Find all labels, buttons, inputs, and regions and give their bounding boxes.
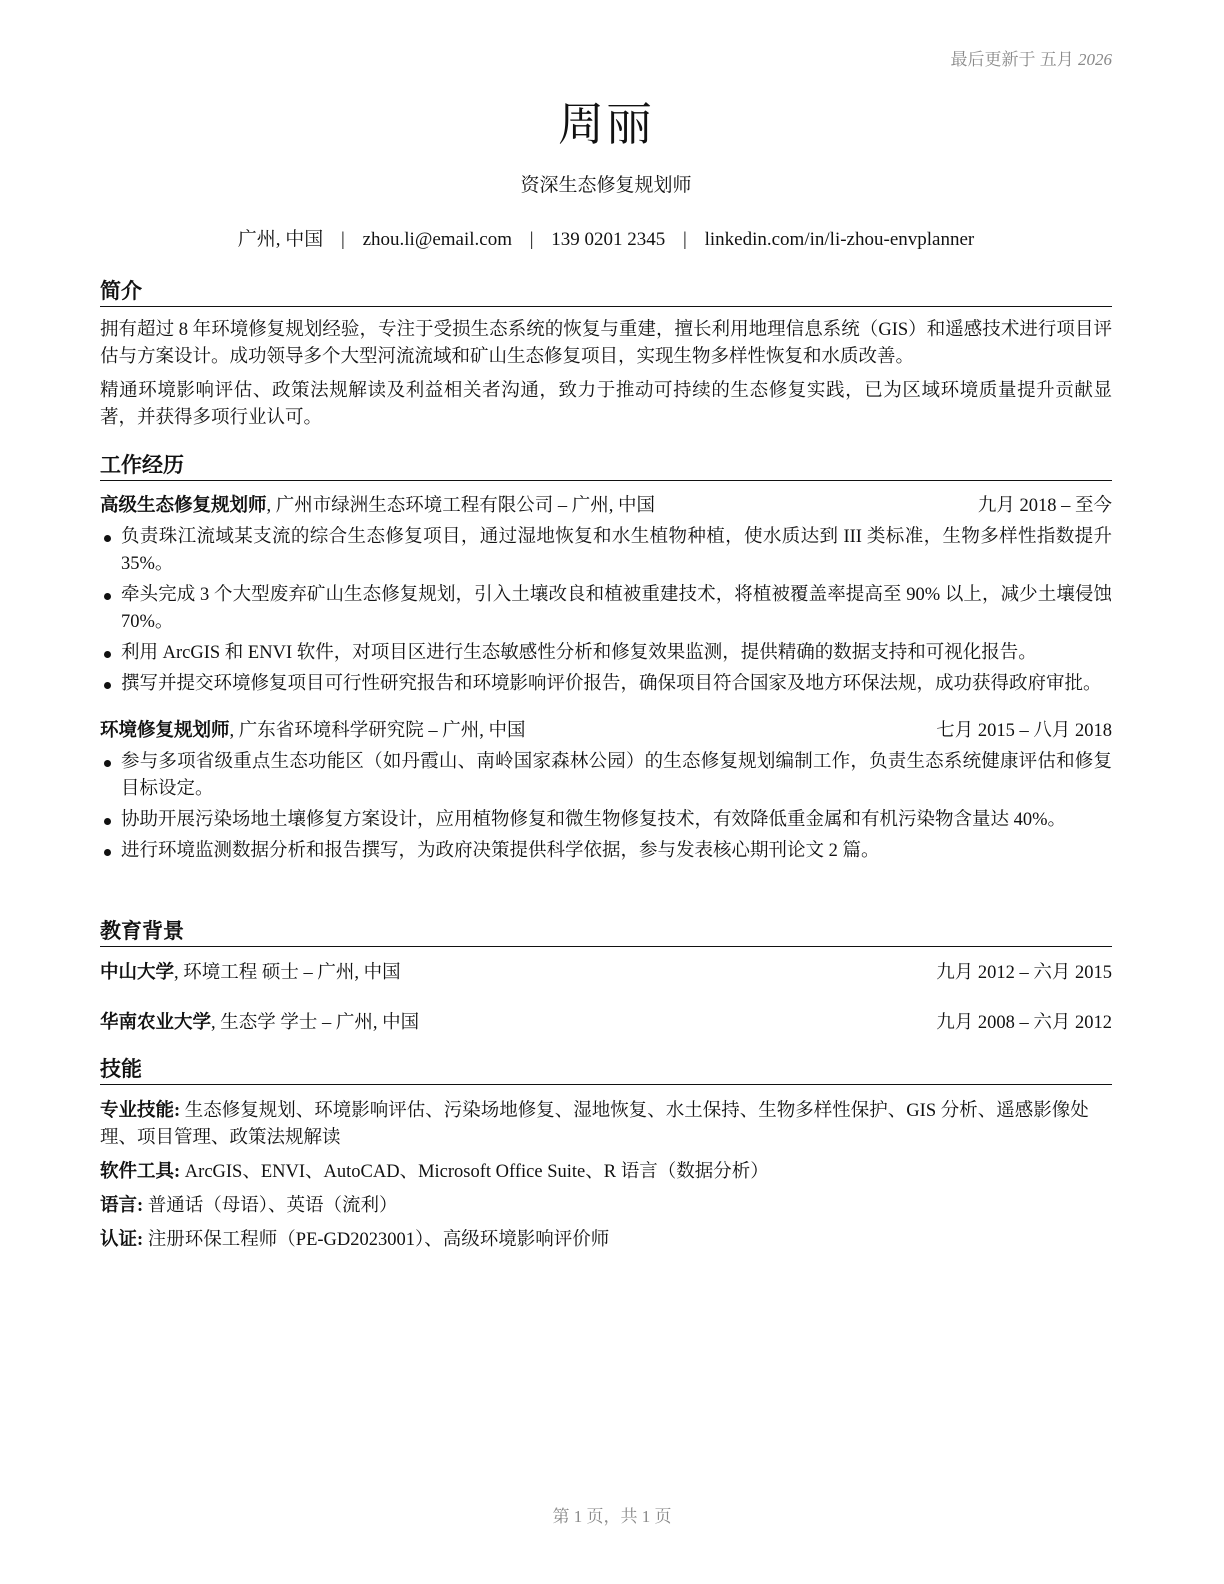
summary-paragraph: 拥有超过 8 年环境修复规划经验，专注于受损生态系统的恢复与重建，擅长利用地理信息系统（GIS）和遥感技术进行项目评估与方案设计。成功领导多个大型河流流域和矿山生态修复项目，实现生物多样性恢复和水质改善。 xyxy=(100,320,1112,367)
list-item: 利用 ArcGIS 和 ENVI 软件，对项目区进行生态敏感性分析和修复效果监测，提供精确的数据支持和可视化报告。 xyxy=(100,640,1112,667)
list-item: 牵头完成 3 个大型废弃矿山生态修复规划，引入土壤改良和植被重建技术，将植被覆盖率提高至 90% 以上，减少土壤侵蚀 70%。 xyxy=(100,582,1112,636)
skill-row xyxy=(100,1193,1112,1220)
last-updated-label: 最后更新于 五月 xyxy=(950,50,1074,69)
contact-separator: | xyxy=(529,229,534,250)
skills-section xyxy=(100,1056,1112,1261)
section-heading-skills: 技能 xyxy=(100,1056,1112,1085)
skill-value: 生态修复规划、环境影响评估、污染场地修复、湿地恢复、水土保持、生物多样性保护、GIS 分析、遥感影像处理、项目管理、政策法规解读 xyxy=(100,1101,1089,1148)
skill-value: 注册环保工程师（PE-GD2023001）、高级环境影响评价师 xyxy=(143,1230,610,1250)
contact-separator: | xyxy=(683,229,687,250)
skill-row xyxy=(100,1227,1112,1254)
list-item: 协助开展污染场地土壤修复方案设计，应用植物修复和微生物修复技术，有效降低重金属和有机污染物含量达 40%。 xyxy=(100,807,1112,834)
contact-separator: | xyxy=(341,229,345,250)
list-item: 负责珠江流域某支流的综合生态修复项目，通过湿地恢复和水生植物种植，使水质达到 III 类标准，生物多样性指数提升 35%。 xyxy=(100,524,1112,578)
job-org: , 广东省环境科学研究院 – 广州, 中国 xyxy=(229,721,526,741)
job-entry xyxy=(100,718,1112,865)
skill-label: 专业技能: xyxy=(100,1101,181,1121)
education-school-line xyxy=(100,960,401,987)
job-title-line xyxy=(100,718,526,745)
section-heading-experience: 工作经历 xyxy=(100,452,1112,481)
candidate-role: 资深生态修复规划师 xyxy=(520,175,692,196)
education-school: 华南农业大学 xyxy=(100,1013,212,1033)
job-title-line xyxy=(100,493,655,520)
skill-label: 软件工具: xyxy=(100,1162,181,1182)
contact-location: 广州, 中国 xyxy=(237,229,324,250)
page-number: 第 1 页，共 1 页 xyxy=(552,1507,672,1526)
last-updated xyxy=(951,45,1113,70)
section-heading-summary: 简介 xyxy=(100,278,1112,307)
education-dates: 九月 2012 – 六月 2015 xyxy=(936,963,1112,983)
skill-row xyxy=(100,1098,1112,1152)
skill-value: 普通话（母语）、英语（流利） xyxy=(143,1196,398,1216)
summary-paragraph: 精通环境影响评估、政策法规解读及利益相关者沟通，致力于推动可持续的生态修复实践，已为区域环境质量提升贡献显著，并获得多项行业认可。 xyxy=(100,381,1112,428)
job-bullets xyxy=(100,749,1112,865)
education-section xyxy=(100,918,1112,1037)
job-title: 高级生态修复规划师 xyxy=(100,496,267,516)
education-entry xyxy=(100,1010,1112,1037)
job-header xyxy=(100,493,1112,520)
job-title: 环境修复规划师 xyxy=(100,721,230,741)
skill-value: ArcGIS、ENVI、AutoCAD、Microsoft Office Suite、R 语言（数据分析） xyxy=(180,1162,769,1182)
skill-row xyxy=(100,1159,1112,1186)
job-header xyxy=(100,718,1112,745)
contact-phone[interactable]: 139 0201 2345 xyxy=(551,229,666,250)
education-detail: , 环境工程 硕士 – 广州, 中国 xyxy=(174,963,401,983)
job-org: , 广州市绿洲生态环境工程有限公司 – 广州, 中国 xyxy=(266,496,656,516)
contact-email[interactable]: zhou.li@email.com xyxy=(362,229,512,250)
education-dates: 九月 2008 – 六月 2012 xyxy=(936,1013,1112,1033)
job-dates: 九月 2018 – 至今 xyxy=(977,496,1112,516)
section-heading-education: 教育背景 xyxy=(100,918,1112,947)
contact-line xyxy=(100,224,1112,251)
skill-label: 认证: xyxy=(100,1230,144,1250)
job-dates: 七月 2015 – 八月 2018 xyxy=(936,721,1112,741)
skill-label: 语言: xyxy=(100,1196,144,1216)
contact-linkedin[interactable]: linkedin.com/in/li-zhou-envplanner xyxy=(704,229,975,250)
job-entry xyxy=(100,493,1112,698)
education-detail: , 生态学 学士 – 广州, 中国 xyxy=(211,1013,420,1033)
list-item: 撰写并提交环境修复项目可行性研究报告和环境影响评价报告，确保项目符合国家及地方环保法规，成功获得政府审批。 xyxy=(100,671,1112,698)
summary-section xyxy=(100,278,1112,432)
job-bullets xyxy=(100,524,1112,698)
education-school: 中山大学 xyxy=(100,963,175,983)
candidate-name: 周丽 xyxy=(558,97,654,151)
list-item: 参与多项省级重点生态功能区（如丹霞山、南岭国家森林公园）的生态修复规划编制工作，负责生态系统健康评估和修复目标设定。 xyxy=(100,749,1112,803)
list-item: 进行环境监测数据分析和报告撰写，为政府决策提供科学依据，参与发表核心期刊论文 2 篇。 xyxy=(100,838,1112,865)
experience-section xyxy=(100,452,1112,869)
last-updated-year: 2026 xyxy=(1078,50,1112,69)
skills-list xyxy=(100,1098,1112,1254)
education-entry xyxy=(100,960,1112,987)
education-school-line xyxy=(100,1010,419,1037)
